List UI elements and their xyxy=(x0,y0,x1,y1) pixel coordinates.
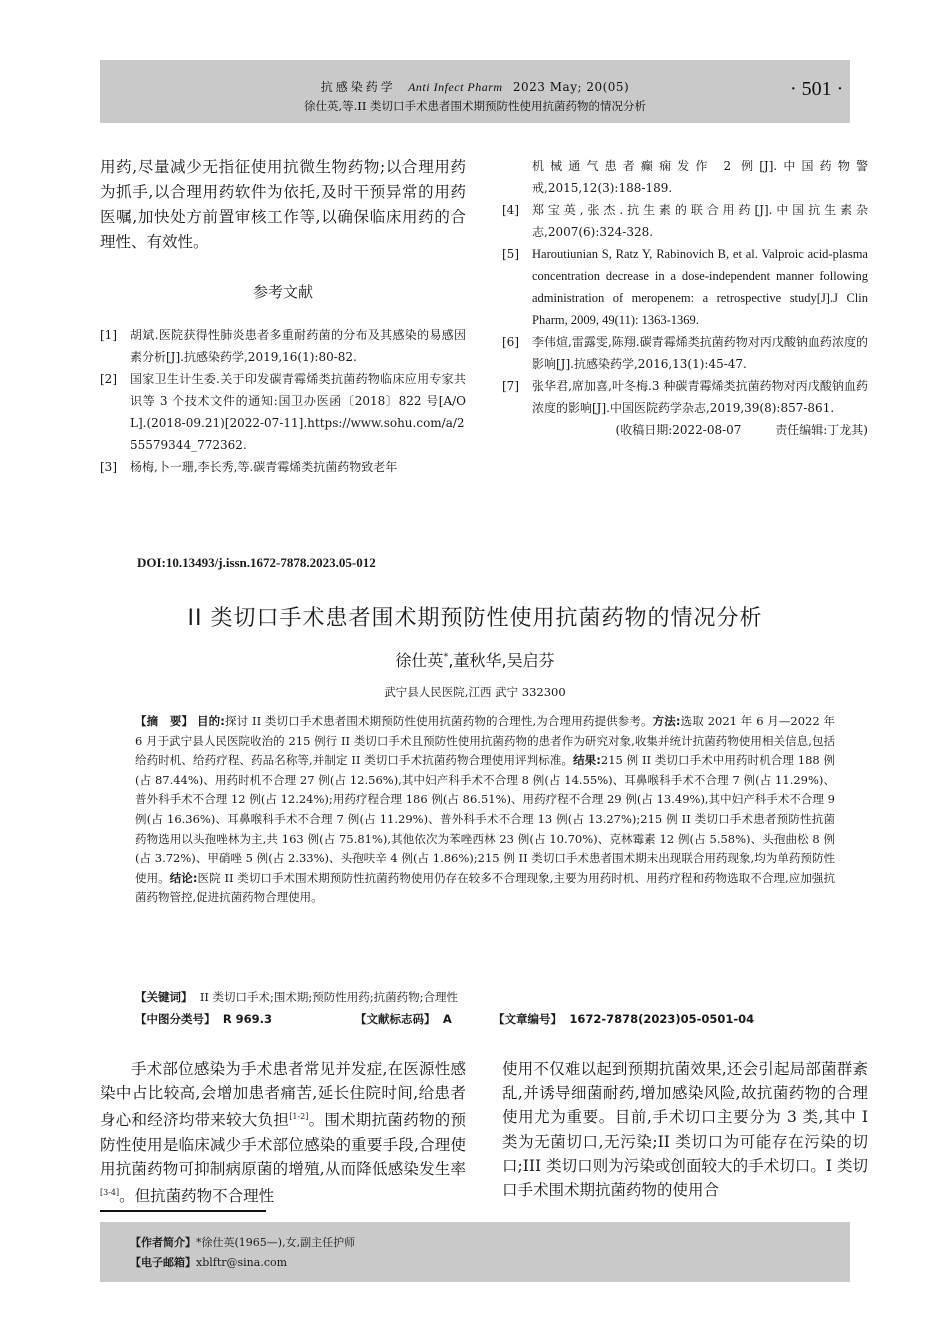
conclusion-label: 结论: xyxy=(169,870,198,885)
prev-article-right-column xyxy=(502,155,868,438)
objective-text: 探讨 II 类切口手术患者围术期预防性使用抗菌药物的合理性,为合理用药提供参考。 xyxy=(224,714,653,728)
author-info-label: 【作者简介】 xyxy=(130,1236,196,1249)
author-info: *徐仕英(1965—),女,副主任护师 xyxy=(196,1236,356,1249)
corresponding-mark: * xyxy=(443,651,449,663)
running-title: 徐仕英,等.II 类切口手术患者围术期预防性使用抗菌药物的情况分析 xyxy=(303,99,647,113)
methods-label: 方法: xyxy=(652,714,681,728)
affiliation: 武宁县人民医院,江西 武宁 332300 xyxy=(384,685,566,699)
journal-issue: 2023 May; 20(05) xyxy=(512,80,630,94)
results-label: 结果: xyxy=(573,753,601,768)
page-number: · 501 · xyxy=(790,78,844,100)
references-title: 参考文献 xyxy=(252,283,313,301)
author-footnote xyxy=(100,1222,850,1282)
reference-item: [7] 张华君,席加喜,叶冬梅.3 种碳青霉烯类抗菌药物对丙戊酸钠血药浓度的影响[J].中国医院药学杂志,2019,39(8):857-861. xyxy=(502,379,868,415)
intro-left-column: 手术部位感染为手术患者常见并发症,在医源性感染中占比较高,会增加患者痛苦,延长住院时间,给患者身心和经济均带来较大负担[1-2]。围术期抗菌药物的预防性使用是临床减少手术部位感染的重要手段,合理使用抗菌药物可抑制病原菌的增殖,从而降低感染发生率[3-4]。但抗菌药物不合理性 xyxy=(100,1060,466,1206)
prev-article-closing: 用药,尽量减少无指征使用抗微生物药物;以合理用药为抓手,以合理用药软件为依托,及时干预异常的用药医嘱,加快处方前置审核工作等,以确保临床用药的合理性、有效性。 xyxy=(100,158,466,251)
journal-title-cn: 抗感染药学 xyxy=(320,80,396,94)
doi: DOI:10.13493/j.issn.1672-7878.2023.05-012 xyxy=(137,555,376,570)
article-no-label: 【文章编号】 xyxy=(493,1012,562,1026)
reference-item: [6] 李伟煊,雷露雯,陈翔.碳青霉烯类抗菌药物对丙戊酸钠血药浓度的影响[J].抗感染药学,2016,13(1):45-47. xyxy=(502,335,868,371)
abstract-label: 【摘 要】 xyxy=(135,714,194,728)
reference-item: [1] 胡斌.医院获得性肺炎患者多重耐药菌的分布及其感染的易感因素分析[J].抗感染药学,2019,16(1):80-82. xyxy=(100,328,466,364)
author-info-line xyxy=(130,1234,355,1250)
journal-info xyxy=(100,78,850,95)
keywords-label: 【关键词】 xyxy=(135,990,193,1004)
email-line xyxy=(130,1254,287,1270)
results-text: 215 例 II 类切口手术中用药时机合理 188 例(占 87.44%)、用药时机不合理 27 例(占 12.56%),其中妇产科手术不合理 8 例(占 14.55%)、耳鼻喉科手术不合理 7 例(占 11.29%)、普外科手术不合理 12 例(占 12.24%);用药疗程合理 186 例(占 86.51%)、用药疗程不合理 29 例(占 13.49%),其中妇产科手术不合理 9 例(占 16.36%)、耳鼻喉科手术不合理 7 例(占 11.29%)、普外科手术不合理 13 例(占 13.27%);215 例 II 类切口手术患者预防性抗菌药物选用以头孢唑林为主,共 163 例(占 75.81%),其他依次为苯唑西林 23 例(占 10.70%)、克林霉素 12 例(占 5.58%)、头孢曲松 8 例(占 3.72%)、甲硝唑 5 例(占 2.33%)、头孢呋辛 4 例(占 1.86%);215 例 II 类切口手术患者围术期未出现联合用药现象,均为单药预防性使用。 xyxy=(135,753,835,885)
methods-text: 选取 2021 年 6 月—2022 年 6 月于武宁县人民医院收治的 215 例行 II 类切口手术且预防性使用抗菌药物的患者作为研究对象,收集并统计抗菌药物使用相关信息,包括给药时机、给药疗程、药品名称等,并制定 II 类切口手术抗菌药物合理使用评判标准。 xyxy=(135,714,835,768)
received-date: (收稿日期:2022-08-07 xyxy=(615,423,742,437)
clc-value: R 969.3 xyxy=(222,1012,273,1026)
journal-header xyxy=(100,60,850,123)
clc-label: 【中图分类号】 xyxy=(135,1012,216,1026)
authors: 徐仕英*,董秋华,吴启芬 xyxy=(395,651,555,670)
reference-item: [3] 杨梅,卜一珊,李长秀,等.碳青霉烯类抗菌药物致老年 xyxy=(100,460,398,474)
citation: [3-4] xyxy=(100,1188,120,1198)
footnote-separator xyxy=(100,1210,266,1212)
prev-article-left-column xyxy=(100,155,466,478)
email-label: 【电子邮箱】 xyxy=(130,1256,196,1269)
citation: [1-2] xyxy=(289,1112,309,1122)
conclusion-text: 医院 II 类切口手术围术期预防性抗菌药物使用仍存在较多不合理现象,主要为用药时机、用药疗程和药物选取不合理,应加强抗菌药物管控,促进抗菌药物合理使用。 xyxy=(135,870,835,905)
article-no-value: 1672-7878(2023)05-0501-04 xyxy=(569,1012,755,1026)
intro-right-column: 使用不仅难以起到预期抗菌效果,还会引起局部菌群紊乱,并诱导细菌耐药,增加感染风险,故抗菌药物的合理使用尤为重要。目前,手术切口主要分为 3 类,其中 I 类为无菌切口,无污染;II 类切口为可能存在污染的切口;III 类切口则为污染或创面较大的手术切口。I 类切口手术围术期抗菌药物的使用合 xyxy=(502,1060,868,1200)
received-date-line xyxy=(502,421,868,438)
keywords xyxy=(135,989,835,1005)
responsible-editor: 责任编辑:丁龙其) xyxy=(775,423,868,437)
reference-item: [5] Haroutiunian S, Ratz Y, Rabinovich B, et al. Valproic acid-plasma concentration decrease in a dose-independent manner following administration of meropenem: a retrospective study[J].J Clin Pharm, 2009, 49(11): 1363-1369. xyxy=(502,247,868,327)
classification-line xyxy=(135,1011,835,1027)
reference-item: [4] 郑宝英,张杰.抗生素的联合用药[J].中国抗生素杂志,2007(6):324-328. xyxy=(502,203,868,239)
objective-label: 目的: xyxy=(196,714,225,728)
abstract xyxy=(135,712,835,908)
reference-item-continued: 机械通气患者癫痫发作 2 例[J].中国药物警戒,2015,12(3):188-189. xyxy=(532,159,868,195)
keywords-text: II 类切口手术;围术期;预防性用药;抗菌药物;合理性 xyxy=(199,990,459,1004)
article-title: II 类切口手术患者围术期预防性使用抗菌药物的情况分析 xyxy=(187,606,763,631)
reference-item: [2] 国家卫生计生委.关于印发碳青霉烯类抗菌药物临床应用专家共识等 3 个技术文件的通知:国卫办医函〔2018〕822 号[A/OL].(2018-09.21)[2022-07-11].https://www.sohu.com/a/255579344_772362. xyxy=(100,372,466,452)
journal-title-en: Anti Infect Pharm xyxy=(408,80,503,94)
doc-code-label: 【文献标志码】 xyxy=(355,1012,436,1026)
doc-code-value: A xyxy=(442,1012,452,1026)
email-value: xblftr@sina.com xyxy=(196,1256,288,1269)
